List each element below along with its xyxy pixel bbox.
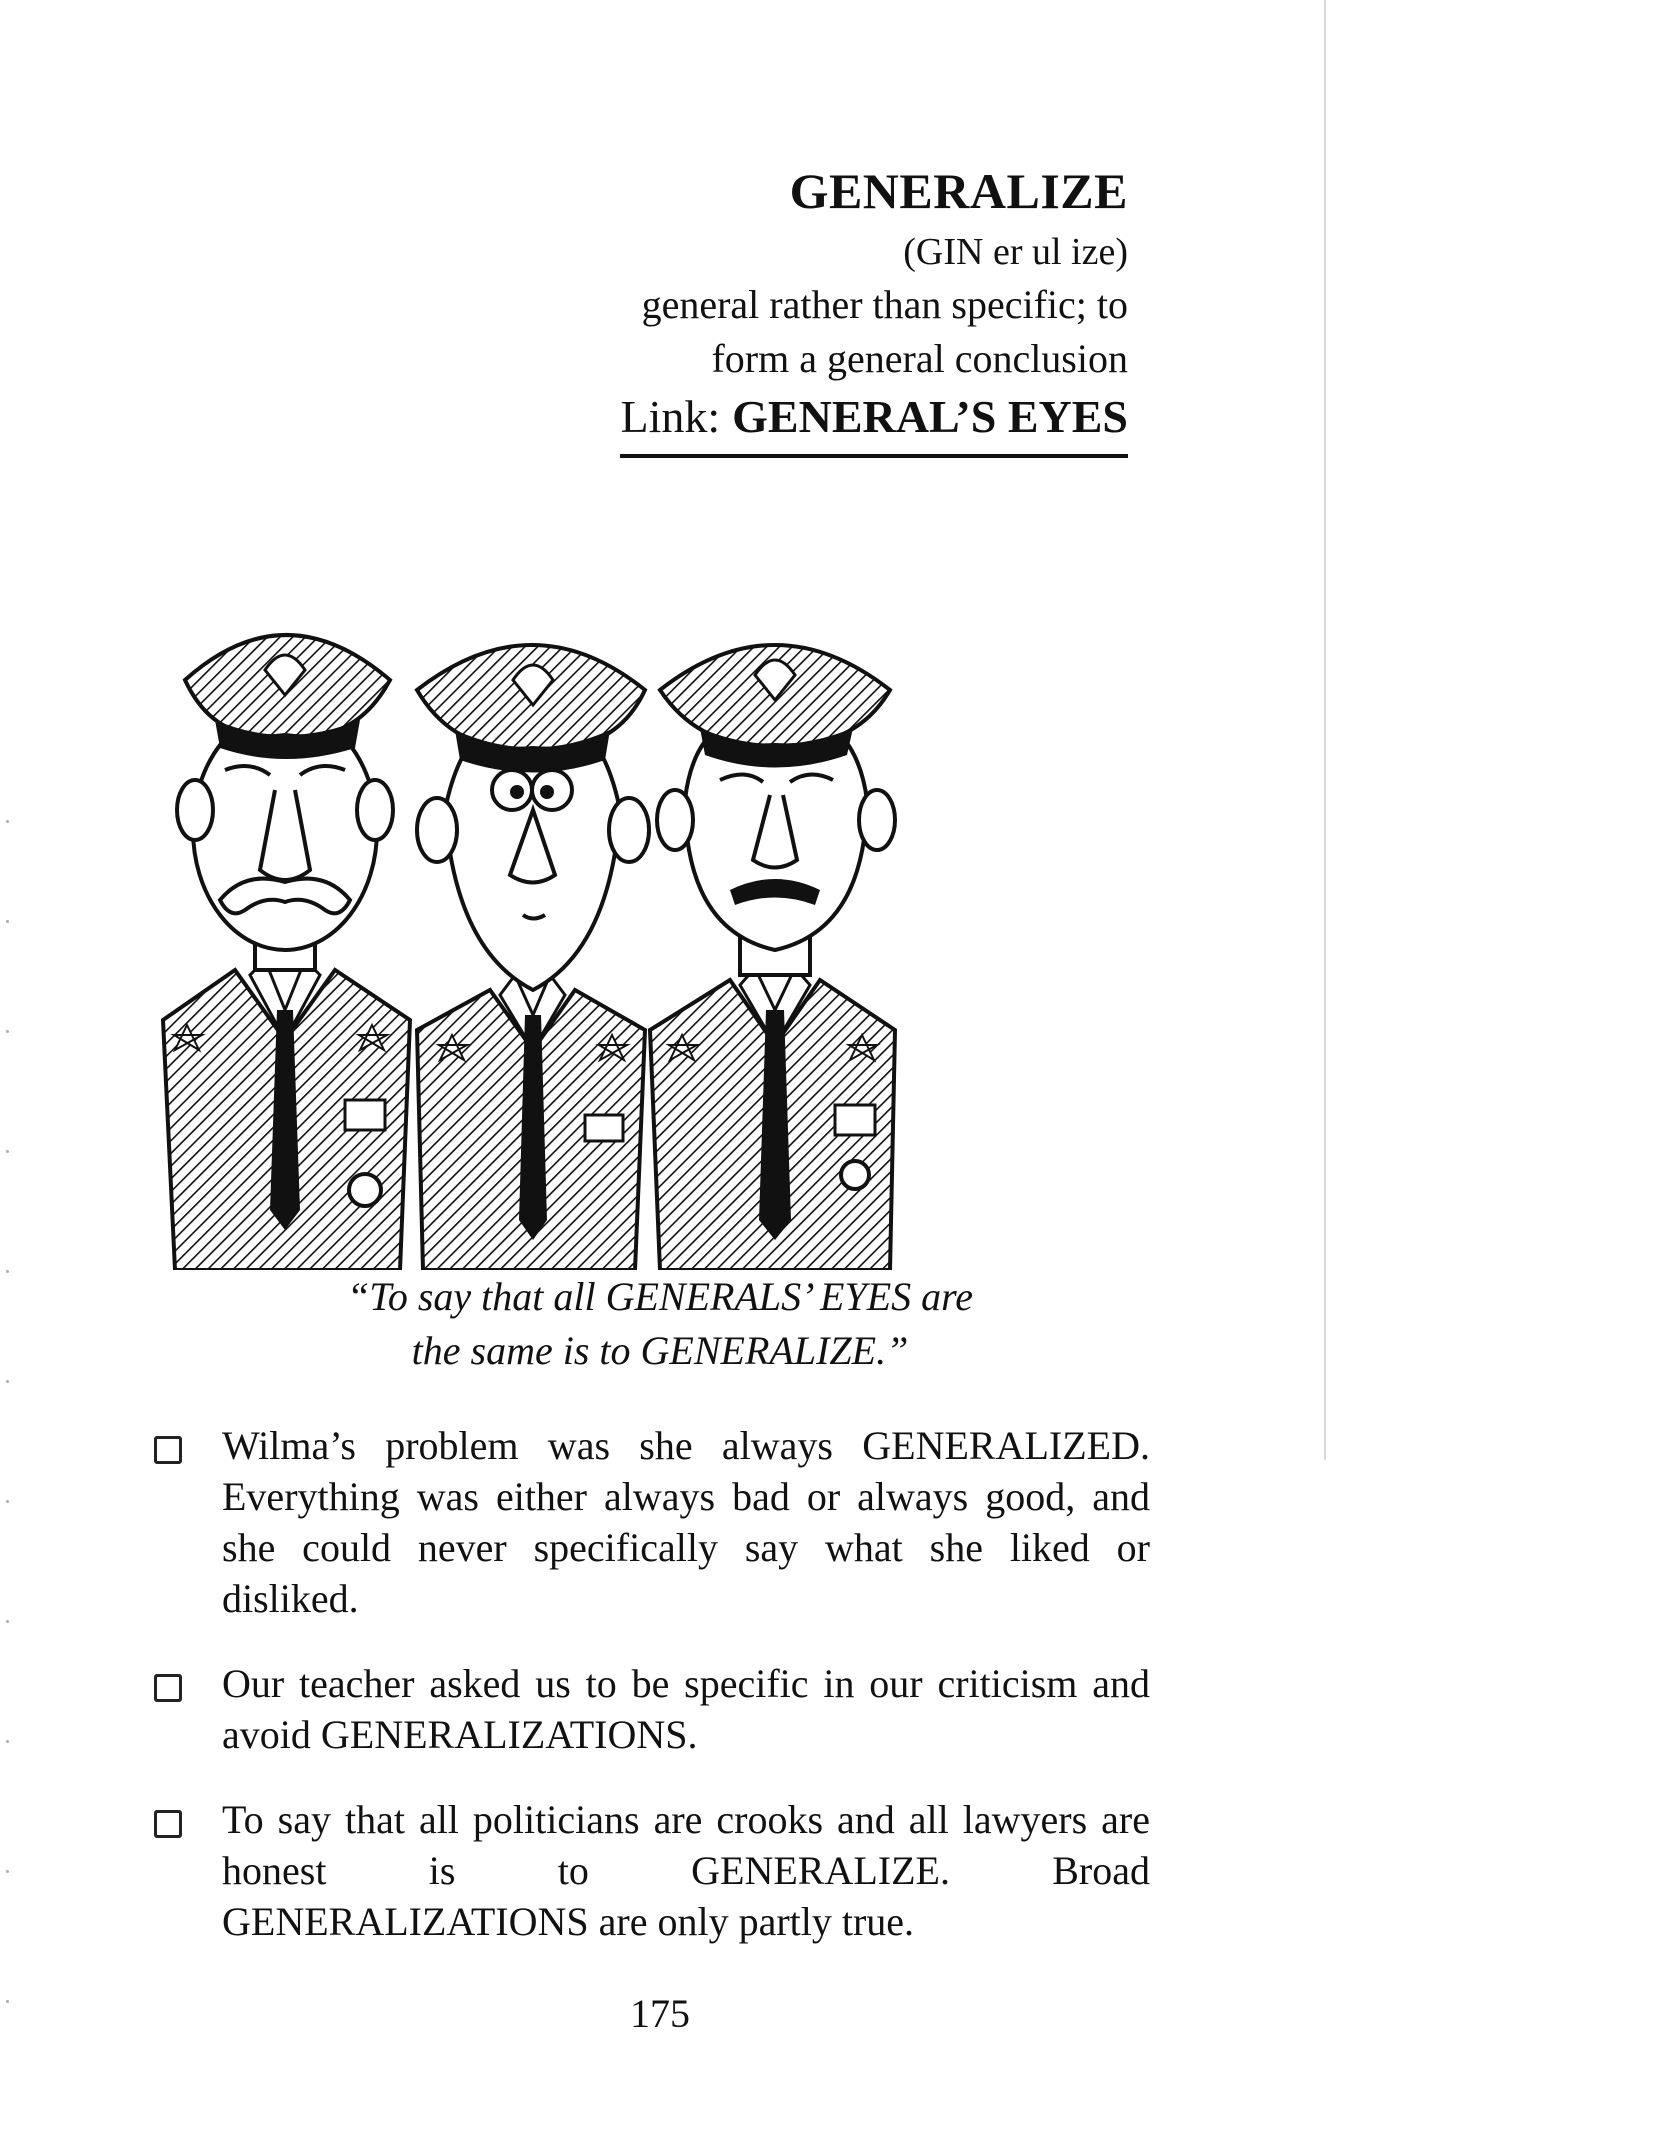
example-sentences: [150, 1420, 1150, 1981]
entry-definition-line-2: form a general conclusion: [711, 336, 1128, 381]
general-right: [650, 645, 895, 1270]
checkbox-icon: [154, 1674, 182, 1702]
illustration-caption: [200, 1270, 1120, 1378]
entry-definition-line-1: general rather than specific; to: [641, 282, 1128, 327]
example-text: To say that all politicians are crooks and all lawyers are honest is to GENERALIZE. Broad GENERALIZATIONS are only partly true.: [222, 1797, 1150, 1944]
example-item: [150, 1658, 1150, 1760]
entry-pronunciation: (GIN er ul ize): [903, 231, 1128, 273]
entry-word: GENERALIZE: [789, 163, 1128, 219]
entry-link: [620, 388, 1128, 458]
scan-edge-specks: [6, 820, 10, 2070]
caption-line-1: “To say that all GENERALS’ EYES are: [347, 1274, 973, 1319]
page-gutter-line: [1324, 0, 1326, 1460]
general-left: [163, 635, 410, 1270]
three-generals-cartoon: [155, 570, 1135, 1270]
example-text: Wilma’s problem was she always GENERALIZED. Everything was either always bad or always good, and she could never specifically say what she liked or disliked.: [222, 1423, 1150, 1621]
checkbox-icon: [154, 1436, 182, 1464]
checkbox-icon: [154, 1810, 182, 1838]
caption-line-2: the same is to GENERALIZE.”: [411, 1328, 909, 1373]
page-number: 175: [630, 1991, 690, 2036]
example-text: Our teacher asked us to be specific in our criticism and avoid GENERALIZATIONS.: [222, 1661, 1150, 1757]
link-label: Link:: [620, 391, 721, 442]
link-value: GENERAL’S EYES: [732, 391, 1128, 442]
general-middle: [417, 645, 649, 1270]
example-item: [150, 1420, 1150, 1624]
entry-header: [428, 160, 1128, 458]
example-item: [150, 1794, 1150, 1947]
